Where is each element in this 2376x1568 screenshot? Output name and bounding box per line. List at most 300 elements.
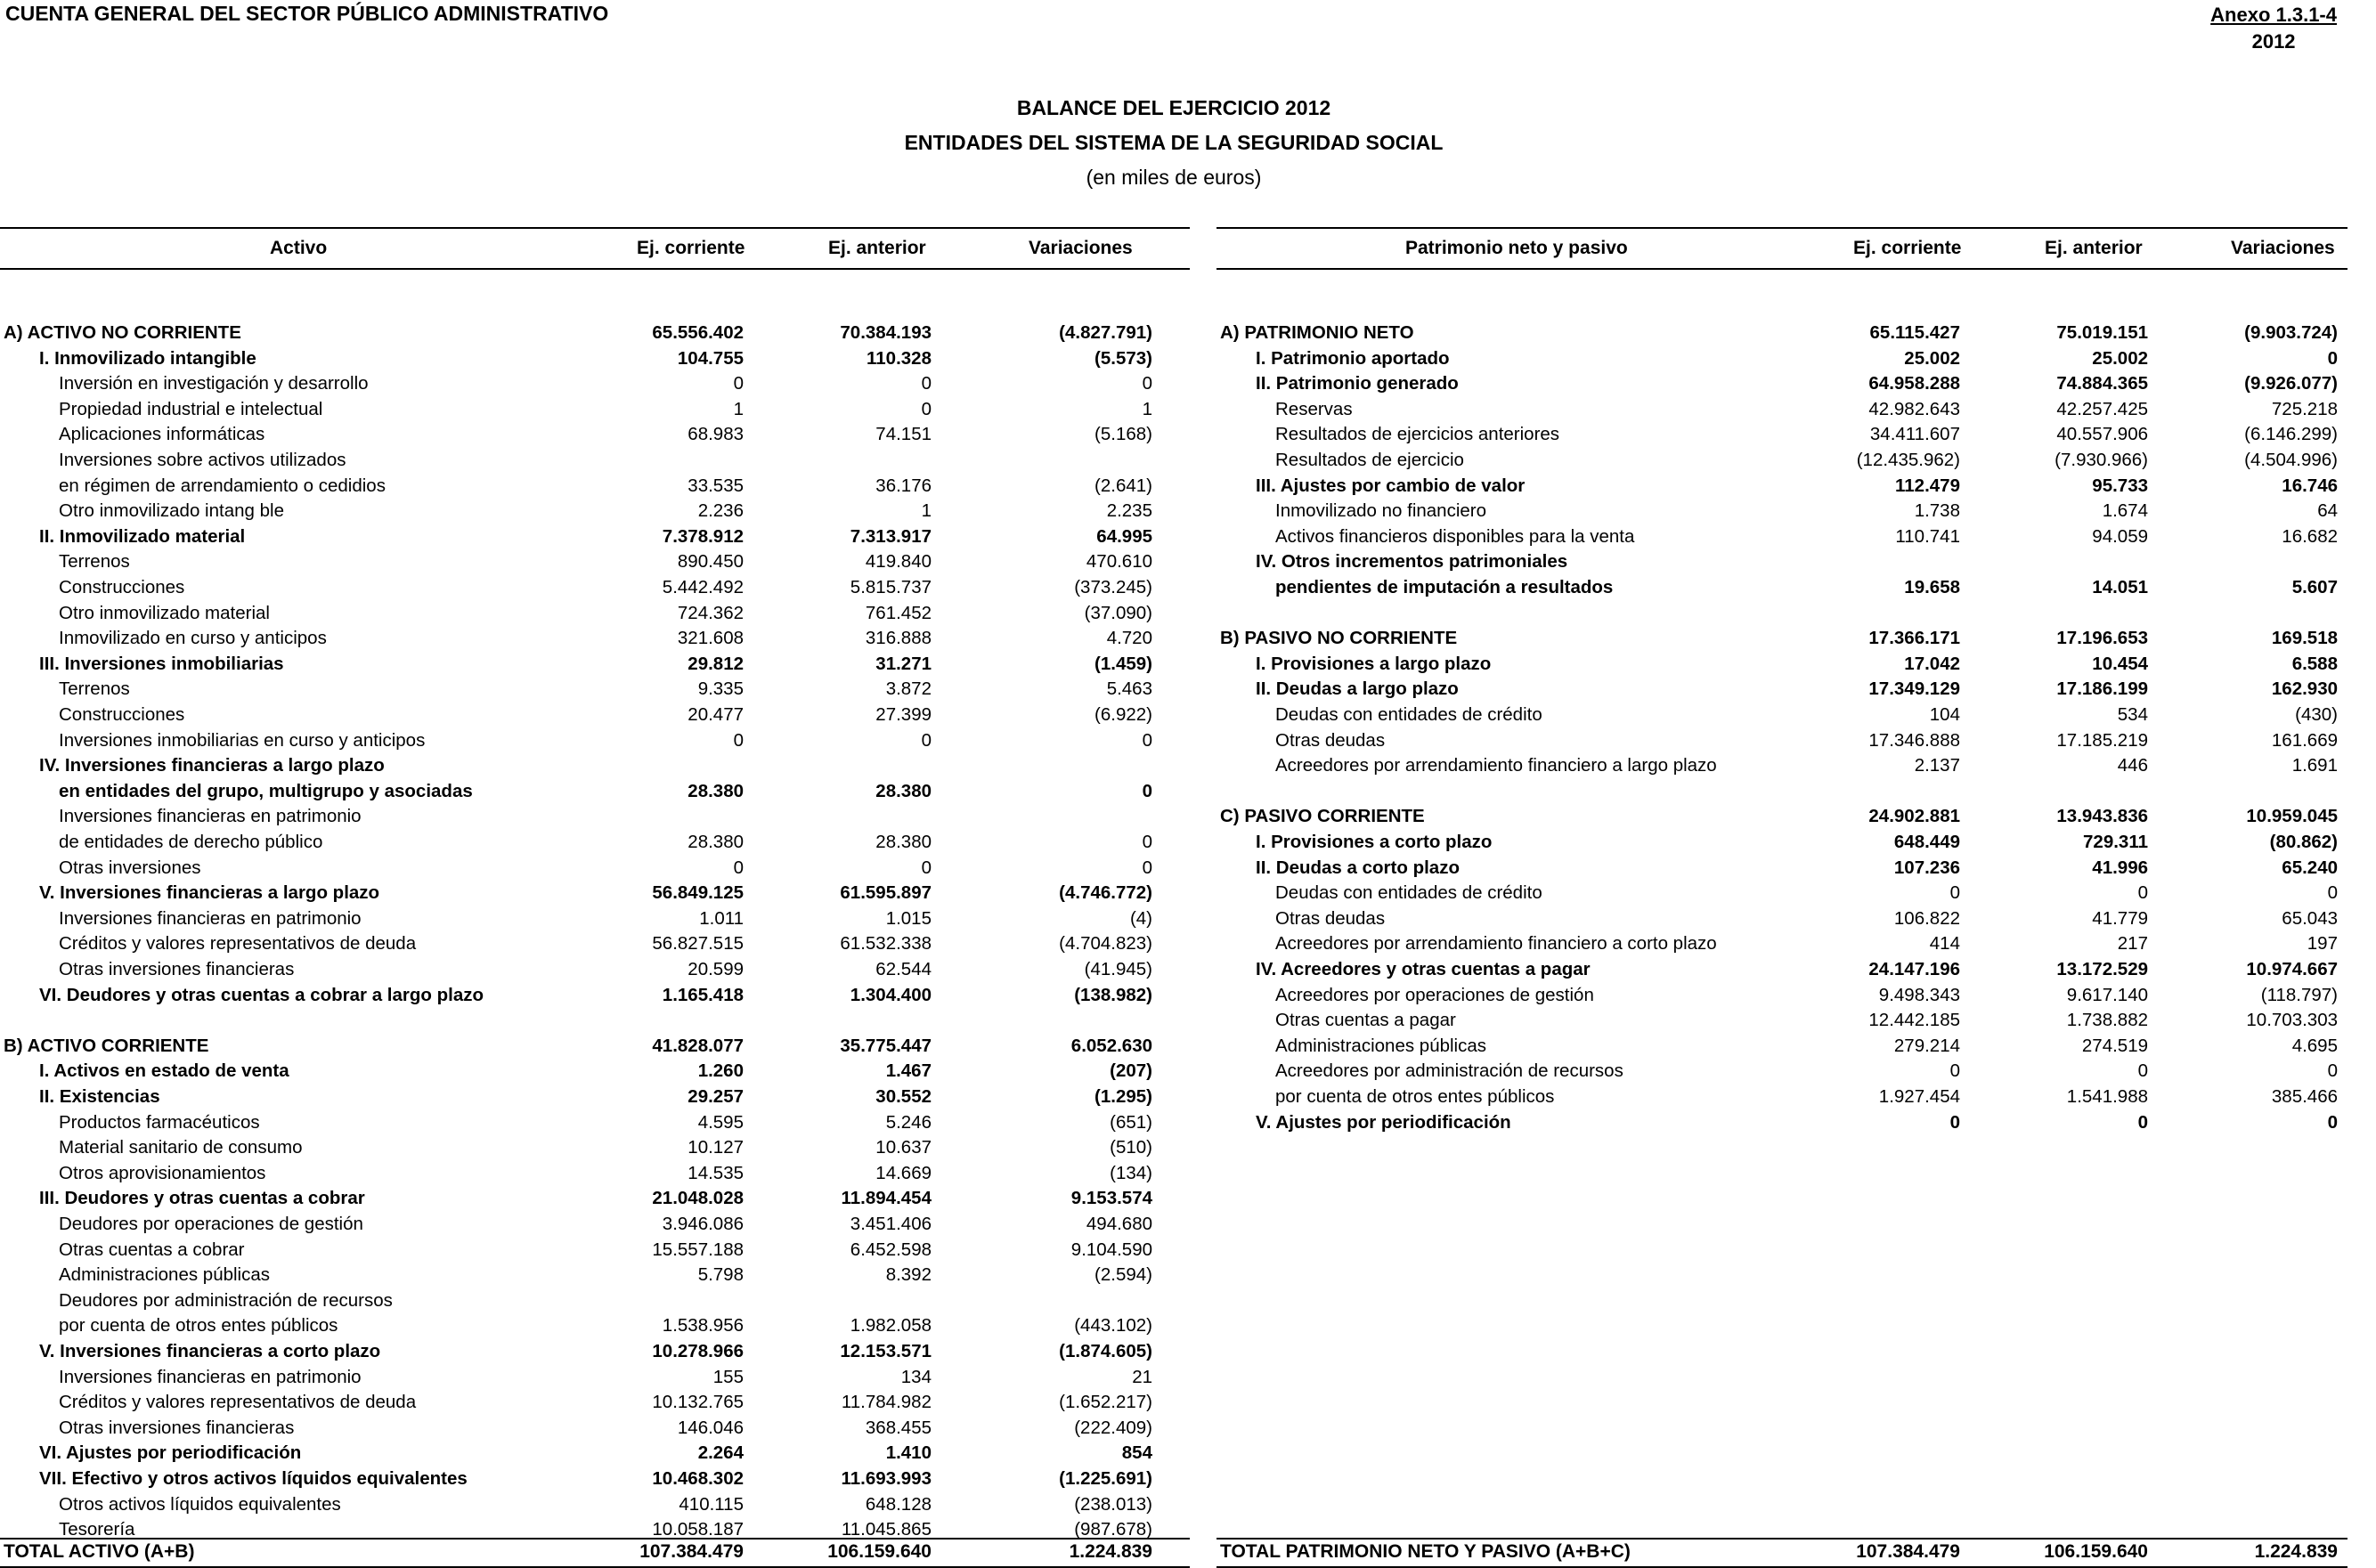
- row-current-value: 29.812: [688, 653, 744, 674]
- row-label: por cuenta de otros entes públicos: [59, 1315, 338, 1336]
- right-table-row: [1216, 957, 2348, 983]
- row-previous-value: 9.617.140: [2066, 984, 2148, 1005]
- row-current-value: 107.236: [1893, 857, 1960, 878]
- row-variation-value: 65.043: [2282, 907, 2338, 929]
- row-label: Otras cuentas a cobrar: [59, 1239, 245, 1260]
- row-label: I. Inmovilizado intangible: [39, 347, 256, 369]
- row-current-value: 104: [1929, 704, 1960, 725]
- row-current-value: 0: [1949, 1060, 1960, 1082]
- annex-year: 2012: [2251, 30, 2296, 53]
- row-current-value: 25.002: [1904, 347, 1960, 369]
- row-previous-value: 28.380: [875, 780, 932, 801]
- row-current-value: 68.983: [688, 424, 744, 445]
- right-table-row: [1216, 931, 2348, 957]
- left-table-row: [0, 474, 1190, 500]
- row-label: I. Provisiones a corto plazo: [1256, 832, 1493, 852]
- liabilities-header-current: Ej. corriente: [1853, 238, 1962, 258]
- row-previous-value: 1.467: [885, 1060, 932, 1082]
- row-label: Propiedad industrial e intelectual: [59, 398, 323, 419]
- row-variation-value: (4.504.996): [2244, 450, 2338, 470]
- assets-header-current: Ej. corriente: [637, 238, 745, 258]
- row-label: Construcciones: [59, 704, 185, 725]
- row-current-value: 10.278.966: [652, 1341, 744, 1361]
- row-variation-value: 5.463: [1106, 678, 1152, 700]
- row-variation-value: 0: [1142, 857, 1152, 878]
- row-variation-value: (2.594): [1094, 1264, 1152, 1286]
- row-previous-value: 0: [921, 729, 932, 751]
- row-current-value: 64.958.288: [1868, 373, 1960, 394]
- entity-title: CUENTA GENERAL DEL SECTOR PÚBLICO ADMINISTRATIVO: [5, 2, 609, 25]
- left-table-row: [0, 1161, 1190, 1187]
- row-variation-value: (510): [1110, 1137, 1152, 1158]
- right-table-row: [1216, 601, 2348, 627]
- row-previous-value: 316.888: [865, 628, 932, 649]
- row-variation-value: 197: [2307, 933, 2338, 955]
- row-previous-value: 30.552: [875, 1086, 932, 1107]
- left-table-row: [0, 1135, 1190, 1161]
- liabilities-header-row: [1216, 227, 2348, 270]
- left-table-row: [0, 397, 1190, 423]
- row-current-value: 10.468.302: [652, 1468, 744, 1489]
- row-previous-value: 0: [921, 398, 932, 419]
- row-current-value: 1.927.454: [1878, 1086, 1960, 1107]
- row-variation-value: (4.746.772): [1059, 882, 1152, 904]
- row-label: IV. Otros incrementos patrimoniales: [1256, 551, 1568, 573]
- row-previous-value: 70.384.193: [840, 322, 932, 343]
- row-previous-value: 3.451.406: [850, 1214, 932, 1234]
- left-table-row: [0, 1288, 1190, 1314]
- assets-table: [0, 227, 1190, 1540]
- right-table-row: [1216, 804, 2348, 830]
- row-variation-value: (37.090): [1084, 602, 1152, 623]
- row-current-value: 1.165.418: [662, 984, 744, 1005]
- left-table-row: [0, 1059, 1190, 1085]
- row-current-value: 56.849.125: [652, 882, 744, 904]
- row-current-value: 4.595: [697, 1111, 744, 1133]
- liabilities-total-current: 107.384.479: [1856, 1541, 1960, 1562]
- row-label: A) PATRIMONIO NETO: [1220, 322, 1414, 343]
- row-previous-value: 0: [2137, 882, 2148, 904]
- row-previous-value: 41.996: [2092, 857, 2148, 878]
- row-previous-value: 75.019.151: [2056, 322, 2148, 343]
- row-previous-value: 761.452: [865, 602, 932, 623]
- assets-total-variation: 1.224.839: [1069, 1541, 1152, 1562]
- row-previous-value: 95.733: [2092, 475, 2148, 496]
- left-table-row: [0, 856, 1190, 881]
- assets-header-previous: Ej. anterior: [828, 238, 926, 258]
- left-table-row: [0, 1365, 1190, 1391]
- row-previous-value: 31.271: [875, 653, 932, 674]
- row-variation-value: 385.466: [2271, 1086, 2338, 1107]
- row-current-value: 12.442.185: [1868, 1010, 1960, 1031]
- row-variation-value: 854: [1121, 1442, 1152, 1464]
- row-previous-value: 8.392: [885, 1264, 932, 1286]
- row-previous-value: 17.185.219: [2056, 729, 2148, 751]
- right-table-row: [1216, 652, 2348, 678]
- right-table-row: [1216, 524, 2348, 550]
- liabilities-total-variation: 1.224.839: [2254, 1541, 2338, 1562]
- row-label: Otras inversiones financieras: [59, 959, 295, 979]
- left-table-row: [0, 931, 1190, 957]
- annex-block: [2210, 2, 2337, 55]
- row-current-value: 9.335: [697, 678, 744, 700]
- row-label: Deudas con entidades de crédito: [1275, 704, 1542, 725]
- row-label: V. Inversiones financieras a corto plazo: [39, 1341, 381, 1361]
- liabilities-total-row: [1216, 1538, 2348, 1568]
- row-previous-value: 648.128: [865, 1493, 932, 1515]
- row-variation-value: (373.245): [1074, 577, 1152, 597]
- row-previous-value: (7.930.966): [2055, 450, 2148, 470]
- row-label: VII. Efectivo y otros activos líquidos equivalentes: [39, 1468, 468, 1489]
- row-label: Administraciones públicas: [1275, 1035, 1487, 1056]
- right-table-row: [1216, 474, 2348, 500]
- row-current-value: 10.058.187: [652, 1519, 744, 1540]
- row-previous-value: 1.410: [885, 1442, 932, 1464]
- row-variation-value: (138.982): [1074, 984, 1152, 1005]
- row-label: Inversiones financieras en patrimonio: [59, 806, 362, 827]
- row-label: II. Patrimonio generado: [1256, 373, 1459, 394]
- row-current-value: 110.741: [1895, 525, 1960, 547]
- right-table-row: [1216, 830, 2348, 856]
- row-variation-value: 21: [1132, 1366, 1152, 1387]
- row-current-value: 9.498.343: [1878, 984, 1960, 1005]
- row-current-value: 2.264: [697, 1442, 744, 1464]
- right-table-row: [1216, 1085, 2348, 1110]
- row-label: Otras deudas: [1275, 729, 1386, 751]
- row-variation-value: 6.052.630: [1070, 1035, 1152, 1056]
- row-label: B) ACTIVO CORRIENTE: [4, 1035, 209, 1056]
- row-current-value: 106.822: [1893, 907, 1960, 929]
- row-variation-value: 6.588: [2291, 653, 2338, 674]
- row-label: Terrenos: [59, 551, 130, 573]
- left-table-row: [0, 626, 1190, 652]
- row-variation-value: (118.797): [2260, 984, 2338, 1005]
- row-label: Inmovilizado no financiero: [1275, 500, 1487, 522]
- left-table-row: [0, 1466, 1190, 1492]
- row-current-value: 112.479: [1895, 475, 1960, 496]
- row-label: Inversión en investigación y desarrollo: [59, 373, 369, 394]
- row-previous-value: 40.557.906: [2056, 424, 2148, 445]
- row-label: Inversiones inmobiliarias en curso y anticipos: [59, 729, 426, 751]
- row-variation-value: (6.146.299): [2244, 424, 2338, 445]
- row-previous-value: 1.304.400: [850, 984, 932, 1005]
- row-current-value: 56.827.515: [652, 933, 744, 955]
- liabilities-header-previous: Ej. anterior: [2045, 238, 2143, 258]
- right-table-row: [1216, 549, 2348, 575]
- left-table-row: [0, 1441, 1190, 1466]
- row-current-value: 1.738: [1914, 500, 1960, 522]
- row-label: Otros aprovisionamientos: [59, 1162, 266, 1183]
- row-label: II. Existencias: [39, 1086, 160, 1107]
- row-variation-value: 169.518: [2271, 628, 2338, 649]
- row-label: Acreedores por arrendamiento financiero a corto plazo: [1275, 933, 1717, 955]
- left-table-row: [0, 1110, 1190, 1136]
- row-previous-value: 11.894.454: [841, 1188, 932, 1209]
- left-table-row: [0, 804, 1190, 830]
- row-previous-value: 534: [2117, 704, 2148, 725]
- row-variation-value: 10.974.667: [2246, 959, 2338, 979]
- row-label: III. Ajustes por cambio de valor: [1256, 475, 1526, 496]
- report-subtitle: ENTIDADES DEL SISTEMA DE LA SEGURIDAD SOCIAL: [904, 131, 1444, 154]
- row-previous-value: 14.669: [875, 1162, 932, 1183]
- row-current-value: 724.362: [677, 602, 744, 623]
- row-variation-value: (238.013): [1074, 1493, 1152, 1515]
- right-table-row: [1216, 346, 2348, 372]
- row-variation-value: (222.409): [1074, 1417, 1152, 1438]
- row-variation-value: (443.102): [1074, 1315, 1152, 1336]
- row-variation-value: (41.945): [1084, 959, 1152, 979]
- left-table-row: [0, 1238, 1190, 1263]
- row-label: II. Deudas a corto plazo: [1256, 857, 1460, 878]
- row-variation-value: 162.930: [2271, 678, 2338, 700]
- row-current-value: 410.115: [679, 1493, 744, 1515]
- row-variation-value: (4.704.823): [1059, 933, 1152, 955]
- left-table-row: [0, 652, 1190, 678]
- row-variation-value: (9.903.724): [2244, 322, 2338, 343]
- row-label: Deudores por operaciones de gestión: [59, 1214, 363, 1234]
- row-variation-value: (80.862): [2269, 832, 2338, 852]
- row-label: Acreedores por arrendamiento financiero a largo plazo: [1275, 755, 1717, 776]
- right-table-row: [1216, 422, 2348, 448]
- row-current-value: 890.450: [677, 551, 744, 573]
- row-previous-value: 1.674: [2102, 500, 2148, 522]
- row-variation-value: (987.678): [1074, 1519, 1152, 1540]
- left-table-row: [0, 601, 1190, 627]
- row-variation-value: 16.746: [2282, 475, 2338, 496]
- row-previous-value: 11.693.993: [841, 1468, 932, 1489]
- row-previous-value: 6.452.598: [850, 1239, 932, 1260]
- assets-total-label: TOTAL ACTIVO (A+B): [4, 1541, 195, 1562]
- right-table-row: [1216, 728, 2348, 754]
- right-table-row: [1216, 881, 2348, 906]
- row-current-value: 42.982.643: [1868, 398, 1960, 419]
- row-previous-value: 419.840: [865, 551, 932, 573]
- row-current-value: 648.449: [1893, 832, 1960, 852]
- left-table-row: [0, 321, 1190, 346]
- left-table-row: [0, 957, 1190, 983]
- right-table-row: [1216, 753, 2348, 779]
- row-variation-value: (4.827.791): [1059, 322, 1152, 343]
- row-current-value: 0: [733, 373, 744, 394]
- row-previous-value: 368.455: [865, 1417, 932, 1438]
- row-current-value: 15.557.188: [652, 1239, 744, 1260]
- row-previous-value: 1.015: [885, 907, 932, 929]
- row-previous-value: 110.328: [867, 347, 932, 369]
- row-label: pendientes de imputación a resultados: [1275, 577, 1614, 597]
- row-label: Inversiones financieras en patrimonio: [59, 1366, 362, 1387]
- right-table-row: [1216, 1110, 2348, 1136]
- row-variation-value: 1: [1142, 398, 1152, 419]
- row-variation-value: (430): [2295, 704, 2338, 725]
- row-previous-value: 28.380: [875, 832, 932, 852]
- row-current-value: 414: [1929, 933, 1960, 955]
- row-variation-value: (1.874.605): [1059, 1341, 1152, 1361]
- row-label: Acreedores por operaciones de gestión: [1275, 984, 1594, 1005]
- left-table-row: [0, 728, 1190, 754]
- row-current-value: 29.257: [688, 1086, 744, 1107]
- row-previous-value: 1.738.882: [2066, 1010, 2148, 1031]
- row-label: Resultados de ejercicios anteriores: [1275, 424, 1560, 445]
- row-label: Otros activos líquidos equivalentes: [59, 1493, 341, 1515]
- row-current-value: 21.048.028: [652, 1188, 744, 1209]
- row-variation-value: (1.459): [1094, 653, 1152, 674]
- row-current-value: 24.147.196: [1868, 959, 1960, 979]
- row-current-value: 0: [1949, 882, 1960, 904]
- row-current-value: 5.442.492: [662, 577, 744, 597]
- row-label: III. Inversiones inmobiliarias: [39, 653, 284, 674]
- row-variation-value: (5.168): [1094, 424, 1152, 445]
- left-table-row: [0, 1390, 1190, 1416]
- row-variation-value: 9.104.590: [1070, 1239, 1152, 1260]
- row-previous-value: 274.519: [2081, 1035, 2148, 1056]
- row-variation-value: (207): [1110, 1060, 1152, 1082]
- row-current-value: 2.137: [1914, 755, 1960, 776]
- row-current-value: 1.260: [697, 1060, 744, 1082]
- row-label: Resultados de ejercicio: [1275, 450, 1464, 470]
- row-variation-value: (1.295): [1094, 1086, 1152, 1107]
- left-table-row: [0, 881, 1190, 906]
- left-table-row: [0, 422, 1190, 448]
- right-table-row: [1216, 1008, 2348, 1034]
- right-table-row: [1216, 677, 2348, 703]
- row-current-value: 24.902.881: [1868, 806, 1960, 827]
- assets-header-variation: Variaciones: [1029, 238, 1133, 258]
- left-table-row: [0, 499, 1190, 524]
- row-label: de entidades de derecho público: [59, 832, 323, 852]
- row-previous-value: 13.943.836: [2056, 806, 2148, 827]
- row-variation-value: (134): [1110, 1162, 1152, 1183]
- row-variation-value: 10.959.045: [2246, 806, 2338, 827]
- row-previous-value: 12.153.571: [840, 1341, 932, 1361]
- row-current-value: 146.046: [677, 1417, 744, 1438]
- row-previous-value: 35.775.447: [840, 1035, 932, 1056]
- row-variation-value: 470.610: [1086, 551, 1152, 573]
- row-previous-value: 14.051: [2092, 577, 2148, 597]
- row-label: VI. Deudores y otras cuentas a cobrar a largo plazo: [39, 984, 484, 1005]
- row-label: Construcciones: [59, 577, 185, 597]
- row-current-value: 7.378.912: [662, 525, 744, 547]
- row-label: Otro inmovilizado intang ble: [59, 500, 284, 522]
- row-previous-value: 1: [921, 500, 932, 522]
- row-variation-value: (5.573): [1094, 347, 1152, 369]
- row-variation-value: 0: [2327, 1111, 2338, 1133]
- row-previous-value: 217: [2117, 933, 2148, 955]
- left-table-row: [0, 703, 1190, 728]
- row-current-value: 0: [733, 729, 744, 751]
- row-label: III. Deudores y otras cuentas a cobrar: [39, 1188, 365, 1209]
- row-variation-value: 2.235: [1106, 500, 1152, 522]
- row-current-value: 321.608: [677, 628, 744, 649]
- row-previous-value: 0: [921, 373, 932, 394]
- row-current-value: 155: [712, 1366, 744, 1387]
- row-label: I. Patrimonio aportado: [1256, 347, 1450, 369]
- right-table-row: [1216, 448, 2348, 474]
- row-variation-value: (6.922): [1094, 704, 1152, 725]
- row-label: Material sanitario de consumo: [59, 1137, 303, 1158]
- left-table-row: [0, 1034, 1190, 1060]
- row-variation-value: (1.652.217): [1059, 1392, 1152, 1413]
- row-previous-value: 25.002: [2092, 347, 2148, 369]
- row-previous-value: 94.059: [2092, 525, 2148, 547]
- right-table-row: [1216, 575, 2348, 601]
- row-label: Tesorería: [59, 1519, 135, 1540]
- row-variation-value: (1.225.691): [1059, 1468, 1152, 1489]
- row-current-value: 20.477: [688, 704, 744, 725]
- row-label: Administraciones públicas: [59, 1264, 271, 1286]
- right-table-row: [1216, 321, 2348, 346]
- row-previous-value: 13.172.529: [2056, 959, 2148, 979]
- row-previous-value: 3.872: [885, 678, 932, 700]
- row-label: Productos farmacéuticos: [59, 1111, 260, 1133]
- row-current-value: 3.946.086: [662, 1214, 744, 1234]
- row-current-value: 65.115.427: [1869, 322, 1960, 343]
- left-table-row: [0, 779, 1190, 805]
- row-current-value: 10.132.765: [652, 1392, 744, 1413]
- row-current-value: 5.798: [697, 1264, 744, 1286]
- row-previous-value: 1.982.058: [850, 1315, 932, 1336]
- row-variation-value: 1.691: [2291, 755, 2338, 776]
- row-label: Otras inversiones financieras: [59, 1417, 295, 1438]
- right-table-row: [1216, 1034, 2348, 1060]
- row-current-value: 17.042: [1904, 653, 1960, 674]
- left-table-row: [0, 1008, 1190, 1034]
- row-previous-value: 10.637: [875, 1137, 932, 1158]
- report-title: BALANCE DEL EJERCICIO 2012: [1016, 96, 1331, 119]
- row-variation-value: 5.607: [2291, 577, 2338, 597]
- row-label: Otro inmovilizado material: [59, 602, 270, 623]
- row-label: II. Deudas a largo plazo: [1256, 678, 1459, 700]
- row-label: Activos financieros disponibles para la venta: [1275, 525, 1635, 547]
- row-variation-value: 0: [1142, 373, 1152, 394]
- row-label: Acreedores por administración de recursos: [1275, 1060, 1623, 1082]
- left-table-row: [0, 1313, 1190, 1339]
- row-current-value: 20.599: [688, 959, 744, 979]
- row-variation-value: 4.695: [2291, 1035, 2338, 1056]
- right-table-row: [1216, 906, 2348, 932]
- liabilities-total-label: TOTAL PATRIMONIO NETO Y PASIVO (A+B+C): [1220, 1541, 1631, 1562]
- row-label: B) PASIVO NO CORRIENTE: [1220, 628, 1458, 649]
- left-table-row: [0, 575, 1190, 601]
- row-current-value: 28.380: [688, 780, 744, 801]
- row-previous-value: 10.454: [2092, 653, 2148, 674]
- row-variation-value: (651): [1110, 1111, 1152, 1133]
- row-variation-value: 64: [2317, 500, 2338, 522]
- row-previous-value: 74.884.365: [2056, 373, 2148, 394]
- row-previous-value: 27.399: [875, 704, 932, 725]
- row-label: por cuenta de otros entes públicos: [1275, 1086, 1555, 1107]
- row-label: Inversiones sobre activos utilizados: [59, 450, 346, 470]
- row-variation-value: (2.641): [1094, 475, 1152, 496]
- right-table-row: [1216, 983, 2348, 1009]
- row-current-value: 2.236: [697, 500, 744, 522]
- row-current-value: 279.214: [1893, 1035, 1960, 1056]
- left-table-row: [0, 1085, 1190, 1110]
- row-label: Terrenos: [59, 678, 130, 700]
- liabilities-table: [1216, 227, 2348, 1133]
- left-table-row: [0, 1492, 1190, 1518]
- row-current-value: 1.011: [699, 907, 744, 929]
- liabilities-total-previous: 106.159.640: [2044, 1541, 2148, 1562]
- row-previous-value: 0: [2137, 1111, 2148, 1133]
- left-table-row: [0, 1263, 1190, 1288]
- row-variation-value: 10.703.303: [2246, 1010, 2338, 1031]
- row-variation-value: 9.153.574: [1070, 1188, 1152, 1209]
- row-current-value: 65.556.402: [652, 322, 744, 343]
- left-table-row: [0, 1339, 1190, 1365]
- assets-header-row: [0, 227, 1190, 270]
- row-current-value: 14.535: [688, 1162, 744, 1183]
- row-previous-value: 42.257.425: [2056, 398, 2148, 419]
